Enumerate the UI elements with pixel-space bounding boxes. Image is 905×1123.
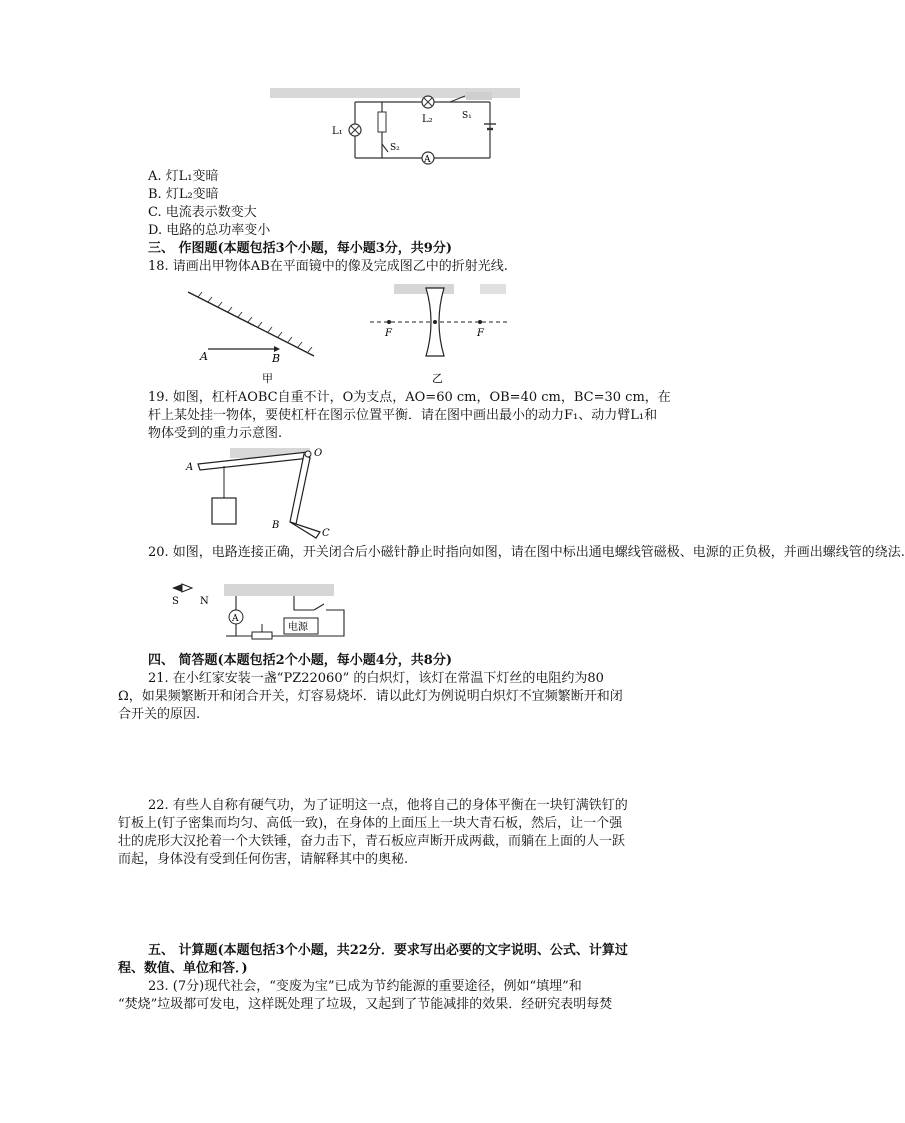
figure-20-solenoid [166,580,356,644]
switch-s2 [382,144,388,152]
option-b: B. 灯L₂变暗 [148,187,219,202]
q21-line2: Ω，如果频繁断开和闭合开关，灯容易烧坏．请以此灯为例说明白炽灯不宜频繁断开和闭 [118,689,623,704]
option-c: C. 电流表示数变大 [148,205,257,220]
label-l1: L₁ [332,126,343,137]
label-n: N [200,596,209,607]
rheostat [252,632,272,639]
object-ab-arrow [208,346,280,352]
q22-line3: 壮的虎形大汉抡着一个大铁锤，奋力击下，青石板应声断开成两截，而躺在上面的人一跃 [118,834,626,849]
label-ammeter: A [424,155,431,165]
label-l2: L₂ [422,114,433,125]
q22-line1: 22. 有些人自称有硬气功，为了证明这一点，他将自己的身体平衡在一块钉满铁钉的 [148,798,628,813]
label-b: B [272,520,280,531]
label-o: O [314,448,323,459]
plane-mirror [188,292,314,356]
label-s: S [172,596,179,607]
q23-line2: “焚烧”垃圾都可发电，这样既处理了垃圾，又起到了节能减排的效果．经研究表明每焚 [118,997,613,1012]
q21-line1: 21. 在小红家安装一盏“PZ22060” 的白炽灯，该灯在常温下灯丝的电阻约为80 [148,671,604,686]
lamp-l1 [349,124,361,136]
circuit-diagram-17 [270,88,520,166]
q22-line4: 而起，身体没有受到任何伤害，请解释其中的奥秘. [118,852,409,867]
caption-yi: 乙 [432,372,443,385]
solenoid-blurred [224,584,334,596]
section3-heading: 三、 作图题(本题包括3个小题，每小题3分，共9分) [148,241,452,256]
section5-heading-line2: 程、数值、单位和答．) [118,961,248,976]
switch [314,604,324,610]
blurred-label [394,284,454,294]
label-ammeter: A [232,614,239,624]
label-b: B [272,352,281,365]
label-a: A [186,462,194,473]
pivot-o [305,451,311,457]
caption-jia: 甲 [262,372,273,385]
label-power: 电源 [288,622,308,633]
label-c: C [322,528,330,539]
section5-heading-line1: 五、 计算题(本题包括3个小题，共22分．要求写出必要的文字说明、公式、计算过 [148,943,628,958]
hanging-object [212,498,236,524]
label-f-right: F [477,328,484,339]
lever-rod [198,452,320,538]
resistor [378,112,386,132]
label-s1: S₁ [462,111,472,121]
q19-line2: 杆上某处挂一物体，要使杠杆在图示位置平衡．请在图中画出最小的动力F₁、动力臂L₁和 [148,408,658,423]
q22-line2: 钉板上(钉子密集而均匀、高低一致)，在身体的上面压上一块大青石板，然后，让一个强 [118,816,623,831]
option-d: D. 电路的总功率变小 [148,223,271,238]
q20-text: 20. 如图，电路连接正确，开关闭合后小磁针静止时指向如图，请在图中标出通电螺线管磁极、电源的正负极，并画出螺线管的绕法. [148,545,905,560]
lamp-l2 [422,96,434,108]
q19-line1: 19. 如图，杠杆AOBC自重不计，O为支点，AO=60 cm，OB=40 cm，BC=30 cm，在 [148,390,671,405]
q18-text: 18. 请画出甲物体AB在平面镜中的像及完成图乙中的折射光线. [148,259,508,274]
label-f-left: F [385,328,392,339]
q21-line3: 合开关的原因. [118,707,201,722]
figure-19-lever [180,442,350,540]
compass-needle [172,584,182,592]
q19-line3: 物体受到的重力示意图. [148,426,283,441]
option-a: A. 灯L₁变暗 [148,169,219,184]
label-a: A [200,350,208,363]
label-s2: S₂ [390,143,400,153]
q23-line1: 23. (7分)现代社会，“变废为宝”已成为节约能源的重要途径，例如“填埋”和 [148,979,582,994]
section4-heading: 四、 简答题(本题包括2个小题，每小题4分，共8分) [148,653,452,668]
figure-18 [180,280,540,390]
